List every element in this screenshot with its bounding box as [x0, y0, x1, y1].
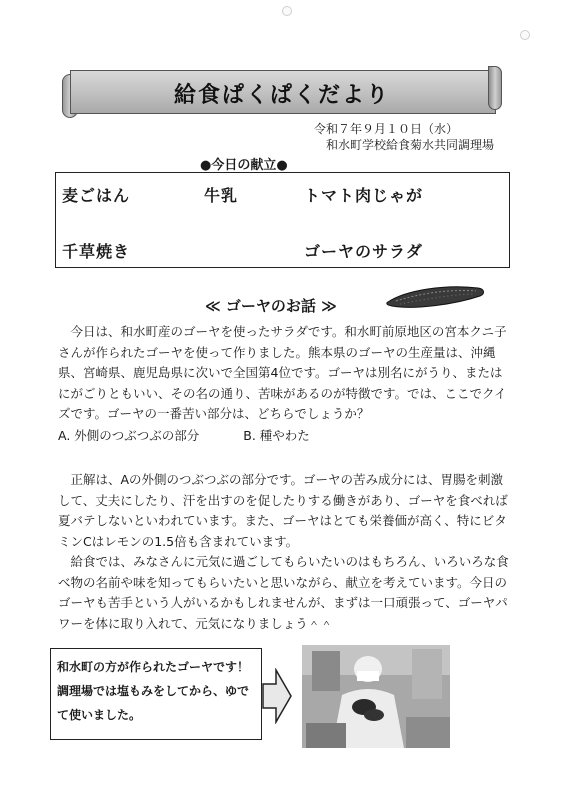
issue-date: 令和７年９月１０日（水）	[313, 122, 458, 136]
story-paragraph	[58, 470, 513, 634]
menu-item: ゴーヤのサラダ	[304, 242, 423, 261]
closing-paragraph: 給食では、みなさんに元気に過ごしてもらいたいのはもちろん、いろいろな食べ物の名前や味を知ってもらいたいと思いながら、献立を考えています。今日のゴーヤも苦手という人がいるかもしれませんが、まずは一口頑張って、ゴーヤパワーを体に取り入れて、元気になりましょう＾＾	[58, 554, 509, 631]
quiz-answer-b: B. 種やわた	[243, 428, 310, 443]
story-title: ≪ ゴーヤのお話 ≫	[205, 297, 337, 315]
binder-hole	[282, 6, 292, 16]
menu-item: 麦ごはん	[62, 186, 131, 205]
menu-item: トマト肉じゃが	[304, 186, 424, 205]
arrow-right-icon	[262, 668, 292, 724]
menu-box	[55, 172, 510, 268]
quiz-answer-a: A. 外側のつぶつぶの部分	[58, 428, 200, 443]
photo-caption-box: 和水町の方が作られたゴーヤです！調理場では塩もみをしてから、ゆでて使いました。	[50, 648, 262, 740]
cook-photo-image	[302, 645, 450, 748]
kitchen-photo	[302, 645, 450, 748]
menu-heading: ●今日の献立●	[200, 158, 288, 173]
menu-item: 千草焼き	[62, 242, 131, 261]
newsletter-title: 給食ぱくぱくだより	[173, 83, 390, 108]
binder-hole	[520, 30, 530, 40]
explanation-paragraph: 正解は、Aの外側のつぶつぶの部分です。ゴーヤの苦み成分には、胃腸を刺激して、丈夫にしたり、汗を出すのを促したりする働きがあり、ゴーヤを食べれば夏バテしないといわれています。また、ゴーヤはとても栄養価が高く、特にビタミンCはレモンの1.5倍も含まれています。	[58, 472, 508, 549]
menu-item: 牛乳	[204, 186, 239, 205]
bitter-gourd-illustration	[386, 282, 486, 310]
organization-name: 和水町学校給食菊水共同調理場	[325, 138, 494, 152]
quiz-answers	[58, 426, 310, 444]
story-paragraph: 今日は、和水町産のゴーヤを使ったサラダです。和水町前原地区の宮本クニ子さんが作られたゴーヤを使って作りました。熊本県のゴーヤの生産量は、沖縄県、宮崎県、鹿児島県に次いで全国第4位です。ゴーヤは別名にがうり、またはにがごりともいい、その名の通り、苦味があるのが特徴です。では、ここでクイズです。ゴーヤの一番苦い部分は、どちらでしょうか？	[58, 324, 507, 421]
title-banner	[62, 70, 502, 114]
